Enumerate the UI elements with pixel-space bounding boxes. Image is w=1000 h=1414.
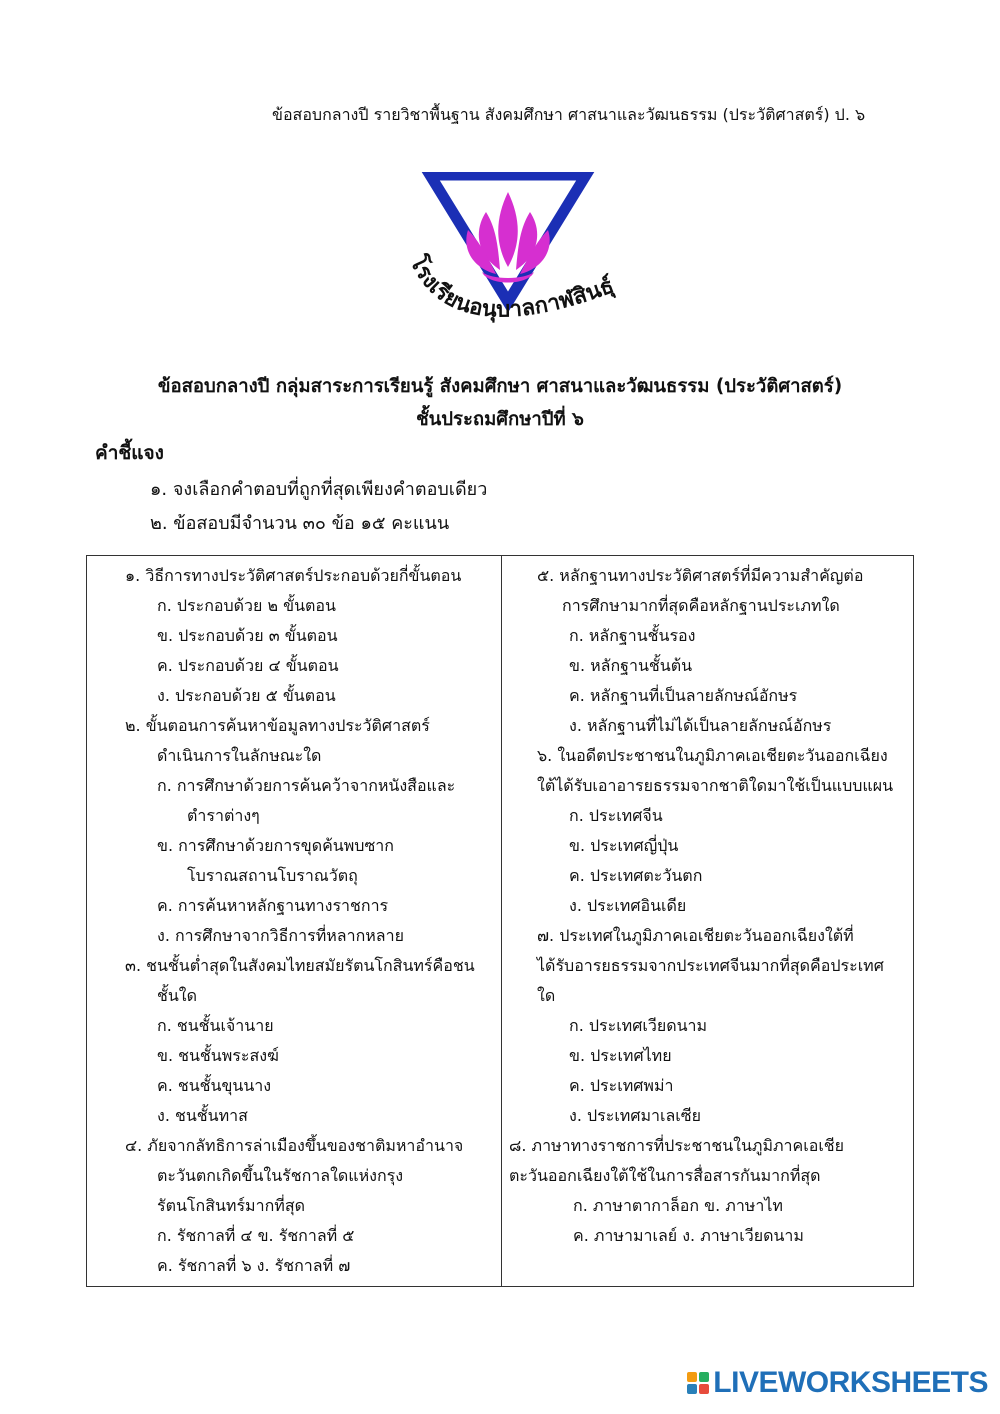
answer-option[interactable]: ก. รัชกาลที่ ๔ ข. รัชกาลที่ ๕ xyxy=(157,1226,355,1245)
question-text: รัตนโกสินทร์มากที่สุด xyxy=(157,1196,305,1215)
question-text: ๔. ภัยจากลัทธิการล่าเมืองขึ้นของชาติมหาอำนาจ xyxy=(125,1136,464,1155)
question-text: ตะวันตกเกิดขึ้นในรัชกาลใดแห่งกรุง xyxy=(157,1166,404,1185)
answer-option[interactable]: ง. ประกอบด้วย ๕ ขั้นตอน xyxy=(157,686,336,705)
exam-title: ข้อสอบกลางปี กลุ่มสาระการเรียนรู้ สังคมศึกษา ศาสนาและวัฒนธรรม (ประวัติศาสตร์) xyxy=(157,376,843,397)
answer-option[interactable]: ง. ประเทศอินเดีย xyxy=(569,896,687,915)
question-text: ๒. ขั้นตอนการค้นหาข้อมูลทางประวัติศาสตร์ xyxy=(125,716,430,735)
answer-option[interactable]: ข. ชนชั้นพระสงฆ์ xyxy=(157,1046,279,1065)
liveworksheets-logo-icon xyxy=(687,1372,709,1394)
question-text: ๗. ประเทศในภูมิภาคเอเชียตะวันออกเฉียงใต้ที่ xyxy=(537,926,854,945)
logo-school-name: โรงเรียนอนุบาลกาฬสินธุ์ xyxy=(404,252,618,323)
instruction-item: ๑. จงเลือกคำตอบที่ถูกที่สุดเพียงคำตอบเดียว xyxy=(150,479,488,500)
answer-option[interactable]: ค. รัชกาลที่ ๖ ง. รัชกาลที่ ๗ xyxy=(157,1256,351,1275)
answer-option[interactable]: ก. ประเทศจีน xyxy=(569,806,663,825)
answer-option[interactable]: ก. การศึกษาด้วยการค้นคว้าจากหนังสือและ xyxy=(157,776,456,795)
answer-option[interactable]: ข. การศึกษาด้วยการขุดค้นพบซาก xyxy=(157,836,394,855)
answer-option[interactable]: ก. ประเทศเวียดนาม xyxy=(569,1016,708,1035)
exam-grade-level: ชั้นประถมศึกษาปีที่ ๖ xyxy=(416,409,584,430)
question-text: ตะวันออกเฉียงใต้ใช้ในการสื่อสารกันมากที่สุด xyxy=(509,1166,821,1185)
liveworksheets-watermark xyxy=(687,1366,988,1400)
answer-option[interactable]: ข. ประเทศไทย xyxy=(569,1046,672,1065)
lotus-icon xyxy=(466,192,549,283)
answer-option[interactable]: ง. ชนชั้นทาส xyxy=(157,1106,248,1125)
document-header: ข้อสอบกลางปี รายวิชาพื้นฐาน สังคมศึกษา ศาสนาและวัฒนธรรม (ประวัติศาสตร์) ป. ๖ xyxy=(272,105,866,124)
liveworksheets-brand-text: LIVEWORKSHEETS xyxy=(713,1366,988,1399)
question-text: ได้รับอารยธรรมจากประเทศจีนมากที่สุดคือประเทศ xyxy=(537,956,884,975)
answer-option[interactable]: ก. หลักฐานชั้นรอง xyxy=(569,626,696,645)
answer-option: ตำราต่างๆ xyxy=(187,806,260,825)
answer-option[interactable]: ค. ชนชั้นขุนนาง xyxy=(157,1076,272,1095)
answer-option[interactable]: ก. ชนชั้นเจ้านาย xyxy=(157,1016,274,1035)
question-text: การศึกษามากที่สุดคือหลักฐานประเภทใด xyxy=(562,596,840,615)
question-table xyxy=(86,555,914,1287)
question-text: ๘. ภาษาทางราชการที่ประชาชนในภูมิภาคเอเชีย xyxy=(509,1136,845,1155)
question-text: ใด xyxy=(537,986,556,1005)
question-text: ๓. ชนชั้นต่ำสุดในสังคมไทยสมัยรัตนโกสินทร์คือชน xyxy=(125,956,475,975)
answer-option[interactable]: ค. ประเทศพม่า xyxy=(569,1076,674,1095)
instructions-heading: คำชี้แจง xyxy=(95,442,164,464)
answer-option[interactable]: ข. หลักฐานชั้นต้น xyxy=(569,656,693,675)
answer-option[interactable]: ก. ประกอบด้วย ๒ ขั้นตอน xyxy=(157,596,336,615)
answer-option[interactable]: ง. หลักฐานที่ไม่ได้เป็นลายลักษณ์อักษร xyxy=(569,716,832,735)
answer-option[interactable]: ค. ภาษามาเลย์ ง. ภาษาเวียดนาม xyxy=(573,1226,804,1245)
question-text: ๑. วิธีการทางประวัติศาสตร์ประกอบด้วยกี่ขั้นตอน xyxy=(125,566,462,585)
answer-option: โบราณสถานโบราณวัตถุ xyxy=(187,866,358,885)
column-divider xyxy=(501,556,502,1286)
answer-option[interactable]: ง. การศึกษาจากวิธีการที่หลากหลาย xyxy=(157,926,404,945)
question-text: ๕. หลักฐานทางประวัติศาสตร์ที่มีความสำคัญต่อ xyxy=(537,566,864,585)
answer-option[interactable]: ค. หลักฐานที่เป็นลายลักษณ์อักษร xyxy=(569,686,798,705)
answer-option[interactable]: ข. ประเทศญี่ปุ่น xyxy=(569,836,679,855)
question-text: ๖. ในอดีตประชาชนในภูมิภาคเอเชียตะวันออกเฉียง xyxy=(537,746,888,765)
answer-option[interactable]: ง. ประเทศมาเลเซีย xyxy=(569,1106,702,1125)
answer-option[interactable]: ค. ประเทศตะวันตก xyxy=(569,866,703,885)
answer-option[interactable]: ข. ประกอบด้วย ๓ ขั้นตอน xyxy=(157,626,338,645)
question-text: ใต้ได้รับเอาอารยธรรมจากชาติใดมาใช้เป็นแบบแผน xyxy=(537,776,894,795)
question-text: ดำเนินการในลักษณะใด xyxy=(157,746,322,765)
answer-option[interactable]: ค. ประกอบด้วย ๔ ขั้นตอน xyxy=(157,656,339,675)
answer-option[interactable]: ค. การค้นหาหลักฐานทางราชการ xyxy=(157,896,389,915)
school-logo xyxy=(388,172,628,362)
answer-option[interactable]: ก. ภาษาตากาล็อก ข. ภาษาไท xyxy=(573,1196,783,1215)
question-text: ชั้นใด xyxy=(157,986,197,1005)
school-logo-graphic xyxy=(388,172,628,362)
instruction-item: ๒. ข้อสอบมีจำนวน ๓๐ ข้อ ๑๕ คะแนน xyxy=(150,513,450,534)
